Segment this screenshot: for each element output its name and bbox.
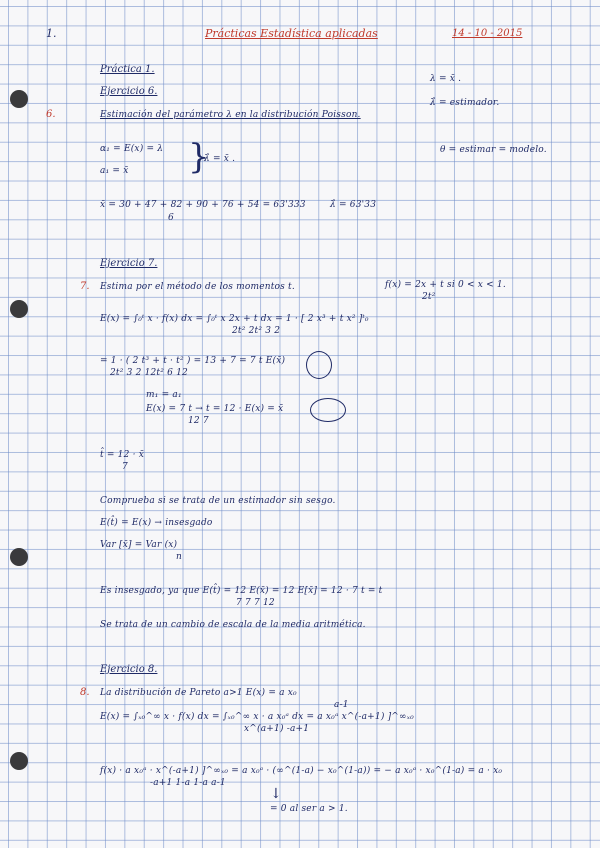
ej8-statement-denominator: a-1 [334,700,349,710]
ej7-scale-note: Se trata de un cambio de escala de la media aritmética. [100,620,366,630]
ej7-check-2: Var [x̄] = Var (x) [100,540,178,550]
ej6-side-note-3: θ = estimar = modelo. [440,145,547,155]
ej6-mean-denominator: 6 [168,213,174,223]
ej6-side-note-1: λ = x̄ . [430,74,462,84]
ej8-line2-denominators: -a+1 1-a 1-a a-1 [150,778,226,788]
ej7-line3: E(x) = 7 t → t = 12 · E(x) = x̄ [146,404,284,414]
ej8-line1-denominators: x^(a+1) -a+1 [244,724,310,734]
binder-hole [10,300,28,318]
ej6-heading: Ejercicio 6. [100,86,158,97]
ej7-check-1: E(t̂) = E(x) → insesgado [100,518,213,528]
ej6-mean: x̄ = 30 + 47 + 82 + 90 + 76 + 54 = 63'333 [100,200,306,210]
practica-heading: Práctica 1. [100,64,155,75]
circled-result [306,351,332,379]
ej8-note: = 0 al ser a > 1. [270,804,348,814]
ej6-eq1: α₁ = E(x) = λ [100,144,164,154]
ej7-line1: E(x) = ∫₀ᵗ x · f(x) dx = ∫₀ᵗ x 2x + t dx = 1 · [ 2 x³ + t x² ]ᵗ₀ [100,314,369,324]
ej7-density: f(x) = 2x + t si 0 < x < 1. [385,280,506,290]
page-number: 1. [46,27,57,40]
ej7-density-denominator: 2t² [422,292,436,302]
ej7-line1-denominators: 2t² 2t² 3 2 [232,326,281,336]
ej7-estimator: t̂ = 12 · x̄ [100,450,144,460]
ej7-line2: = 1 · ( 2 t³ + t · t² ) = 13 + 7 = 7 t E(x̄) [100,356,286,366]
ej8-line2: f(x) · a x₀ᵃ · x^(-a+1) ]^∞ₓ₀ = a x₀ᵃ · (∞^(1-a) − x₀^(1-a)) = − a x₀ᵃ · x₀^(1-a) = a · x₀ [100,766,503,776]
ej8-statement: La distribución de Pareto a>1 E(x) = a x₀ [100,688,297,698]
ej7-line2-denominators: 2t² 3 2 12t² 6 12 [110,368,188,378]
ej6-mean-result: λ̂ = 63'33 [330,200,377,210]
ej7-check-2-denominator: n [176,552,182,562]
ej6-brace-result: λ̂ = x̄ . [204,154,236,164]
circled-ex [310,398,346,422]
ej6-statement: Estimación del parámetro λ en la distribución Poisson. [100,110,361,120]
ej7-line3-denominators: 12 7 [188,416,209,426]
brace: } [188,137,210,177]
ej8-heading: Ejercicio 8. [100,664,158,675]
down-arrow-icon: ↓ [270,786,282,802]
ej7-heading: Ejercicio 7. [100,258,158,269]
ej6-side-note-2: λ̂ = estimador. [430,98,500,108]
binder-hole [10,548,28,566]
ej7-insesgado: Es insesgado, ya que E(t̂) = 12 E(x̄) = 12 E[x̄] = 12 · 7 t = t [100,586,383,596]
ej7-estimator-denominator: 7 [122,462,128,472]
ej6-number: 6. [46,109,56,120]
page-date: 14 - 10 - 2015 [452,28,523,39]
ej7-check: Comprueba si se trata de un estimador sin sesgo. [100,496,336,506]
binder-hole [10,752,28,770]
page-title: Prácticas Estadística aplicadas [205,27,378,40]
ej7-moment-match: m₁ = a₁ [146,390,182,400]
binder-hole [10,90,28,108]
ej7-insesgado-denominators: 7 7 7 12 [236,598,275,608]
ej8-line1: E(x) = ∫ₓ₀^∞ x · f(x) dx = ∫ₓ₀^∞ x · a x₀ᵃ dx = a x₀ᵃ x^(-a+1) ]^∞ₓ₀ [100,712,414,722]
ej7-number: 7. [80,281,90,292]
ej8-number: 8. [80,687,90,698]
ej6-eq2: a₁ = x̄ [100,166,129,176]
ej7-statement: Estima por el método de los momentos t. [100,282,295,292]
